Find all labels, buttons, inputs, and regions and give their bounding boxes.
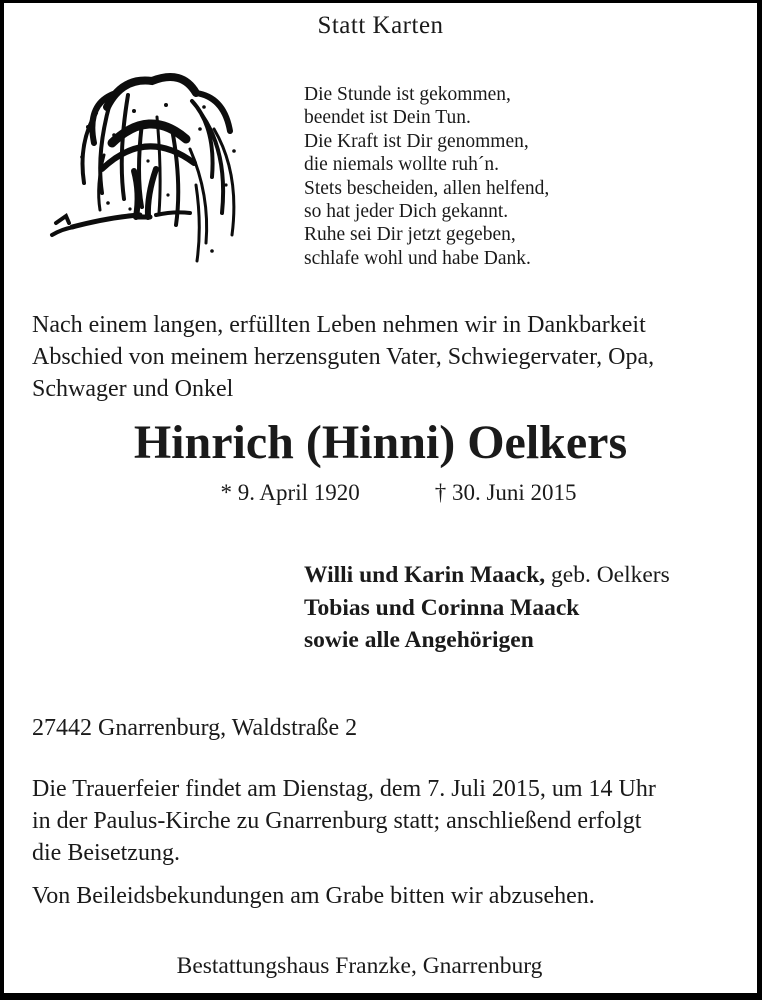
condolence-note: Von Beileidsbekundungen am Grabe bitten wir abzusehen.	[32, 883, 595, 909]
poem-line: so hat jeder Dich gekannt.	[304, 201, 509, 223]
address-line: 27442 Gnarrenburg, Waldstraße 2	[32, 715, 358, 741]
deceased-name: Hinrich (Hinni) Oelkers	[133, 416, 628, 469]
ceremony-line: die Beisetzung.	[32, 840, 180, 866]
life-dates	[22, 480, 762, 506]
announcement-text	[32, 309, 654, 405]
maiden-name-note: geb. Oelkers	[545, 562, 670, 588]
poem-line: beendet ist Dein Tun.	[304, 107, 471, 129]
poem-line: Ruhe sei Dir jetzt gegeben,	[304, 224, 516, 246]
birth-date: * 9. April 1920	[220, 480, 360, 505]
funeral-home-line: Bestattungshaus Franzke, Gnarrenburg	[176, 953, 543, 979]
poem-line: schlafe wohl und habe Dank.	[304, 247, 531, 269]
mourner-line	[304, 559, 670, 592]
poem-line: Die Stunde ist gekommen,	[304, 84, 511, 105]
poem-line: die niemals wollte ruh´n.	[304, 154, 499, 176]
ceremony-line: Die Trauerfeier findet am Dienstag, dem 7. Juli 2015, um 14 Uhr	[32, 776, 656, 802]
announcement-line: Nach einem langen, erfüllten Leben nehmen wir in Dankbarkeit	[32, 312, 646, 338]
poem-line: Die Kraft ist Dir genommen,	[304, 130, 529, 152]
ceremony-details	[32, 773, 656, 869]
death-date: † 30. Juni 2015	[434, 480, 577, 505]
poem-line: Stets bescheiden, allen helfend,	[304, 177, 550, 199]
announcement-line: Abschied von meinem herzensguten Vater, Schwiegervater, Opa,	[32, 344, 655, 370]
willow-tree-icon	[44, 65, 259, 265]
mourner-line: sowie alle Angehörigen	[304, 627, 534, 653]
mourner-line: Tobias und Corinna Maack	[304, 594, 580, 621]
mourners-list	[304, 559, 670, 657]
ceremony-line: in der Paulus-Kirche zu Gnarrenburg statt; anschließend erfolgt	[32, 808, 642, 834]
page-title: Statt Karten	[317, 12, 444, 39]
memorial-poem	[304, 83, 549, 270]
announcement-line: Schwager und Onkel	[32, 376, 234, 402]
mourner-names: Willi und Karin Maack,	[304, 562, 546, 588]
